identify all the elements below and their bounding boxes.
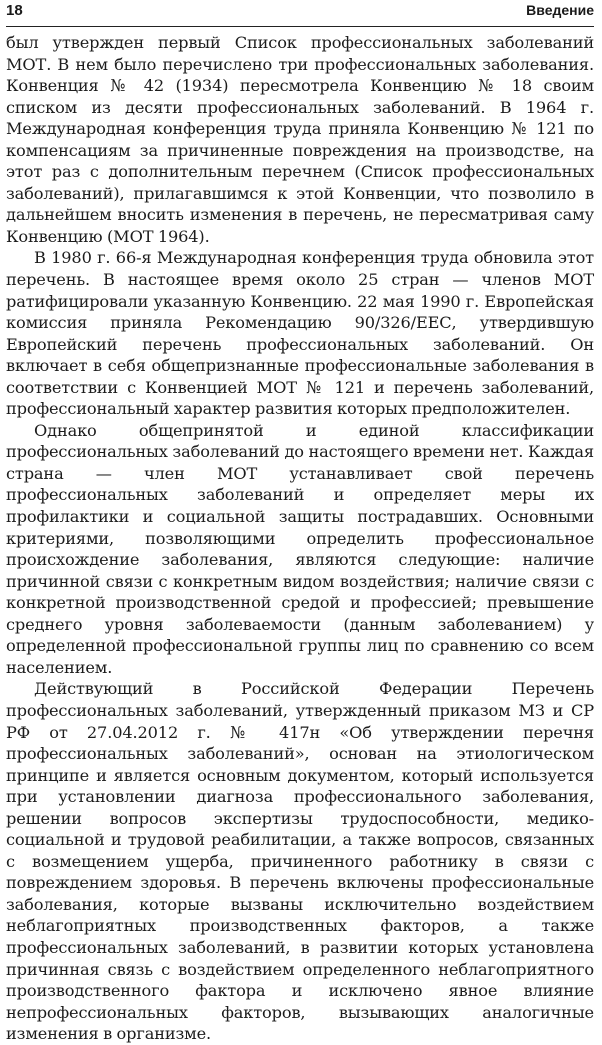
paragraph: Однако общепринятой и единой классификации профессиональных заболеваний до настоящего времени нет. Каждая страна — член МОТ устанавливает свой перечень профессиональных заболеваний и определяет меры их профилактики и социальной защиты пострадавших. Основными критериями, позволяющими определить профессиональное происхождение заболевания, являются следующие: наличие причинной связи с конкретным видом воздействия; наличие связи с конкретной производственной средой и профессией; превышение среднего уровня заболеваемости (данным заболеванием) у определенной профессиональной группы лиц по сравнению со всем населением. [6,420,594,677]
section-title: Введение [526,2,594,18]
running-header [6,0,594,27]
body-text [6,32,594,1045]
paragraph-continuation: был утвержден первый Список профессиональных заболеваний МОТ. В нем было перечислено три профессиональных заболевания. Конвенция № 42 (1934) пересмотрела Конвенцию № 18 своим списком из десяти профессиональных заболеваний. В 1964 г. Международная конференция труда приняла Конвенцию № 121 по компенсациям за причиненные повреждения на производстве, на этот раз с дополнительным перечнем (Список профессиональных заболеваний), прилагавшимся к этой Конвенции, что позволило в дальнейшем вносить изменения в перечень, не пересматривая саму Конвенцию (МОТ 1964). [6,33,594,246]
paragraph: Действующий в Российской Федерации Перечень профессиональных заболеваний, утвержденный приказом МЗ и СР РФ от 27.04.2012 г. № 417н «Об утверждении перечня профессиональных заболеваний», основан на этиологическом принципе и является основным документом, который используется при установлении диагноза профессионального заболевания, решении вопросов экспертизы трудоспособности, медико-социальной и трудовой реабилитации, а также вопросов, связанных с возмещением ущерба, причиненного работнику в связи с повреждением здоровья. В перечень включены профессиональные заболевания, которые вызваны исключительно воздействием неблагоприятных производственных факторов, а также профессиональных заболеваний, в развитии которых установлена причинная связь с воздействием определенного неблагоприятного производственного фактора и исключено явное влияние непрофессиональных факторов, вызывающих аналогичные изменения в организме. [6,679,594,1044]
paragraph: В 1980 г. 66-я Международная конференция труда обновила этот перечень. В настоящее время около 25 стран — членов МОТ ратифицировали указанную Конвенцию. 22 мая 1990 г. Европейская комиссия приняла Рекомендацию 90/326/ЕЕС, утвердившую Европейский перечень профессиональных заболеваний. Он включает в себя общепризнанные профессиональные заболевания в соответствии с Конвенцией МОТ № 121 и перечень заболеваний, профессиональный характер развития которых предположителен. [6,248,594,419]
page-number: 18 [6,2,23,19]
